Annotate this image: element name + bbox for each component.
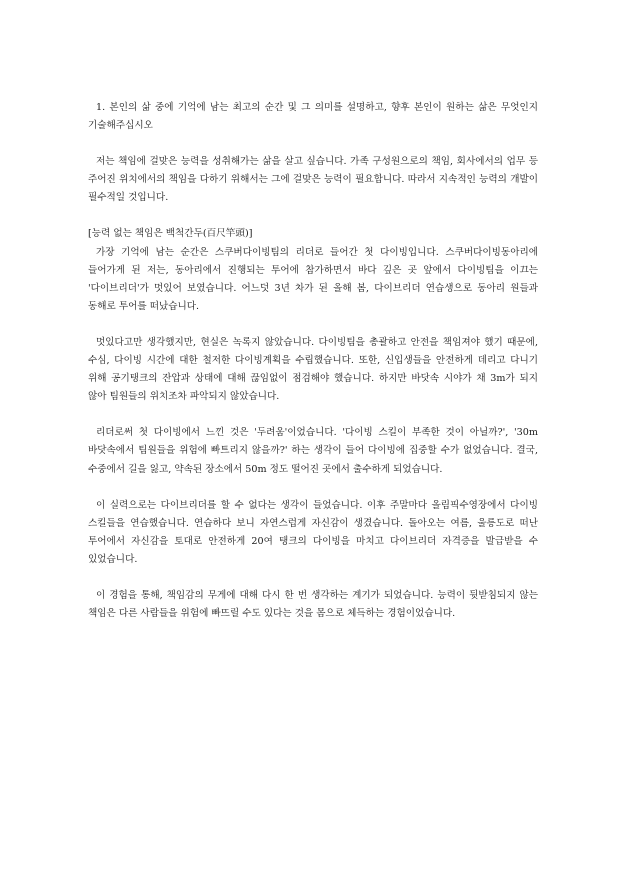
intro-paragraph: 저는 책임에 걸맞은 능력을 성취해가는 삶을 살고 싶습니다. 가족 구성원으로의 책임, 회사에서의 업무 등 주어진 위치에서의 책임을 다하기 위해서는 그에 걸맞은 능력이 필요합니다. 따라서 지속적인 능력의 개발이 필수적일 것입니다. xyxy=(88,156,538,204)
body-paragraph: 이 경험을 통해, 책임감의 무게에 대해 다시 한 번 생각하는 계기가 되었습니다. 능력이 뒷받침되지 않는 책임은 다른 사람들을 위험에 빠뜨릴 수도 있다는 것을 몸으로 체득하는 경험이었습니다. xyxy=(88,589,538,620)
body-paragraph: 이 실력으로는 다이브리더를 할 수 없다는 생각이 들었습니다. 이후 주말마다 올림픽수영장에서 다이빙 스킬들을 연습했습니다. 연습하다 보니 자연스럽게 자신감이 생겼습니다. 돌아오는 여름, 울릉도로 떠난 투어에서 자신감을 토대로 안전하게 20여 탱크의 다이빙을 마치고 다이브리더 자격증을 발급받을 수 있었습니다. xyxy=(88,499,538,565)
body-paragraph: 멋있다고만 생각했지만, 현실은 녹록지 않았습니다. 다이빙팀을 총괄하고 안전을 책임져야 했기 때문에, 수심, 다이빙 시간에 대한 철저한 다이빙계획을 수립했습니다. 또한, 신입생들을 안전하게 데리고 다니기 위해 공기탱크의 잔압과 상태에 대해 끊임없이 점검해야 했습니다. 하지만 바닷속 시야가 채 3m가 되지 않아 팀원들의 위치조차 파악되지 않았습니다. xyxy=(88,336,538,403)
question-text: 1. 본인의 삶 중에 기억에 남는 최고의 순간 및 그 의미를 설명하고, 향후 본인이 원하는 삶은 무엇인지 기술해주십시오 xyxy=(88,102,538,132)
body-paragraph: 리더로써 첫 다이빙에서 느낀 것은 '두려움'이었습니다. '다이빙 스킬이 부족한 것이 아닐까?', '30m 바닷속에서 팀원들을 위험에 빠트리지 않을까?' 하는 생각이 들어 다이빙에 집중할 수가 없었습니다. 결국, 수중에서 길을 잃고, 약속된 장소에서 50m 정도 떨어진 곳에서 출수하게 되었습니다. xyxy=(88,427,538,475)
section-heading: [능력 없는 책임은 백척간두(百尺竿頭)] xyxy=(88,228,253,240)
body-paragraph: 가장 기억에 남는 순간은 스쿠버다이빙팀의 리더로 들어간 첫 다이빙입니다. 스쿠버다이빙동아리에 들어가게 된 저는, 동아리에서 진행되는 투어에 참가하면서 바다 깊은 곳 앞에서 다이빙팀을 이끄는 '다이브리더'가 멋있어 보였습니다. 어느덧 3년 차가 된 올해 봄, 다이브리더 연습생으로 동아리 원들과 동해로 투어를 떠났습니다. xyxy=(88,246,538,312)
document-page xyxy=(88,99,538,623)
